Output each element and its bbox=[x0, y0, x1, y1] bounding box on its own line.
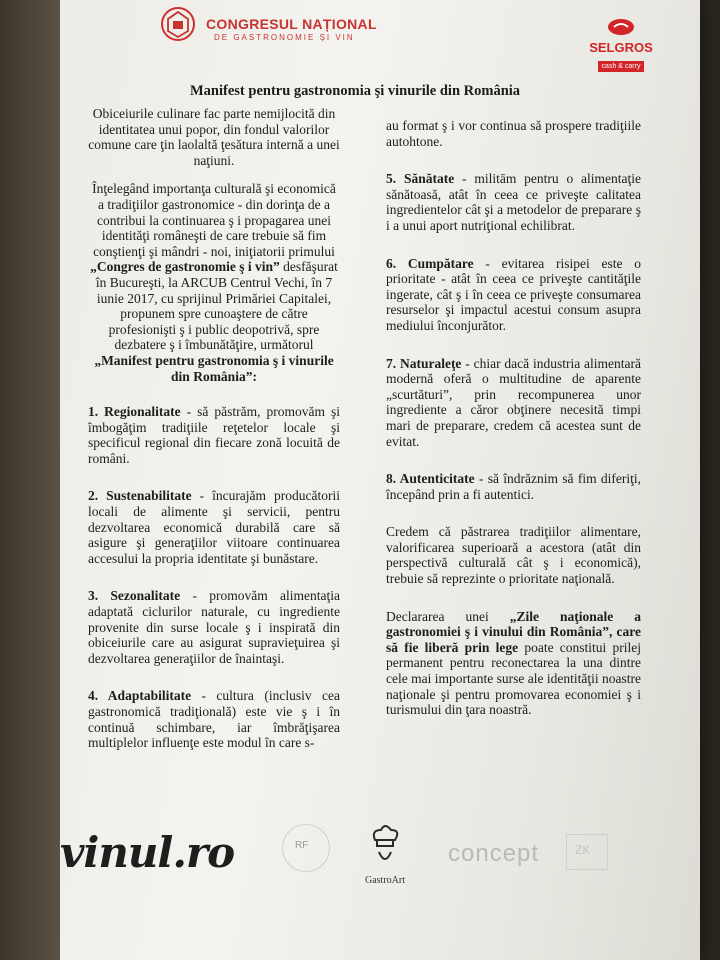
list-item-continued: au format ş i vor continua să prospere tradiţiile autohtone. bbox=[386, 118, 641, 149]
congress-title: CONGRESUL NAȚIONAL bbox=[206, 16, 377, 32]
chef-hat-icon bbox=[365, 822, 405, 868]
congress-subtitle: DE GASTRONOMIE ȘI VIN bbox=[214, 33, 355, 42]
concept-logo: concept bbox=[448, 840, 540, 867]
list-item: 8. Autenticitate - să îndrăznim să fim diferiţi, începând prin a fi autentici. bbox=[386, 471, 642, 502]
selgros-tagline: cash & carry bbox=[598, 61, 645, 72]
congress-logo bbox=[130, 6, 377, 46]
vinul-logo: vinul.ro bbox=[60, 828, 235, 877]
list-item: 1. Regionalitate - să păstrăm, promovăm şi îmbogăţim tradiţiile reţetelor locale şi specificul regional din fiecare zonă locuită de români. bbox=[88, 404, 340, 466]
list-item: 3. Sezonalitate - promovăm alimentaţia adaptată ciclurilor naturale, cu ingrediente provenite din surse locale ş i inspirată din obiceiurile care au asigurat supravieţuirea şi dezvoltarea generaţiilor de înaintaşi. bbox=[88, 588, 340, 666]
intro-paragraph-1: Obiceiurile culinare fac parte nemijlocită din identitatea unui popor, din fondul valorilor comune care ţin laolaltă ţesătura internă a unei naţiuni. bbox=[88, 106, 340, 168]
closing-paragraph-1: Credem că păstrarea tradiţiilor alimentare, valorificarea superioară a acestora (atât din perspectivă culturală cât ş i economică), trebuie să reprezinte o prioritate naţională. bbox=[386, 524, 641, 587]
list-item: 5. Sănătate - militām pentru o alimentaţie sănătoasă, atât în ceea ce priveşte calitatea ingredientelor cât şi a metodelor de preparare ş i a unui aport nutriţional echilibrat. bbox=[386, 171, 642, 233]
gastroart-name: GastroArt bbox=[365, 875, 405, 886]
partner-logos bbox=[50, 820, 670, 900]
selgros-logo bbox=[586, 18, 656, 68]
list-item: 2. Sustenabilitate - încurajăm producătorii locali de alimente şi servicii, pentru dezvoltarea economică durabilă care să asigure şi generaţiilor viitoare continuarea accesului la propria identitate şi bunăstare. bbox=[88, 488, 341, 566]
list-item: 7. Naturaleţe - chiar dacă industria alimentară modernă oferă o multitudine de aparente „scurtături”, prin recompunerea unor ingrediente a căror obţinere necesită timpi mari de preparare, credem că acestea sunt de evitat. bbox=[386, 355, 641, 449]
intro-paragraph-2: Înţelegând importanţa culturală şi economică a tradiţiilor gastronomice - din dorinţa de a contribui la continuarea ş i propagarea unei identităţi româneşti de care trebuie să fim conştienţi şi mândri - noi, iniţiatorii primului „Congres de gastronomie ş i vin” desfăşurat în Bucureşti, la ARCUB Centrul Vechi, în 7 iunie 2017, cu sprijinul Primăriei Capitalei, propunem spre cunoaştere de către profesionişti ş i public deopotrivă, spre dezbatere ş i îmbunătăţire, următorul „Manifest pentru gastronomia ş i vinurile din România”: bbox=[90, 181, 338, 384]
table-background bbox=[0, 0, 60, 960]
selgros-name: SELGROS bbox=[589, 40, 653, 55]
concept-mark: ZK bbox=[566, 834, 608, 870]
right-column bbox=[386, 118, 641, 731]
gastroart-logo bbox=[350, 822, 420, 892]
closing-paragraph-2: Declararea unei „Zile naţionale a gastronomiei ş i vinului din România”, care să fie liberă prin lege poate constitui prilej permanent pentru reconectarea la una dintre cele mai importante surse ale identităţii noastre naţionale şi pentru promovarea economiei ş i turismului din ţara noastră. bbox=[386, 608, 641, 718]
left-column bbox=[88, 106, 340, 764]
rf-logo: RF bbox=[282, 824, 330, 872]
congress-emblem-icon bbox=[160, 6, 196, 42]
list-item: 6. Cumpătare - evitarea risipei este o prioritate - atât în ceea ce priveşte cantităţile ingerate, cât ş i în ceea ce priveşte consumarea resurselor şi impactul acestui consum asupra mediului înconjurător. bbox=[386, 255, 641, 333]
selgros-cart-icon bbox=[606, 18, 636, 36]
list-item: 4. Adaptabilitate - cultura (inclusiv cea gastronomică tradiţională) este vie ş i în continuă schimbare, iar îmbrăţişarea multiplelor influenţe este modul în care s- bbox=[88, 688, 340, 751]
document-title: Manifest pentru gastronomia şi vinurile din România bbox=[190, 83, 521, 99]
